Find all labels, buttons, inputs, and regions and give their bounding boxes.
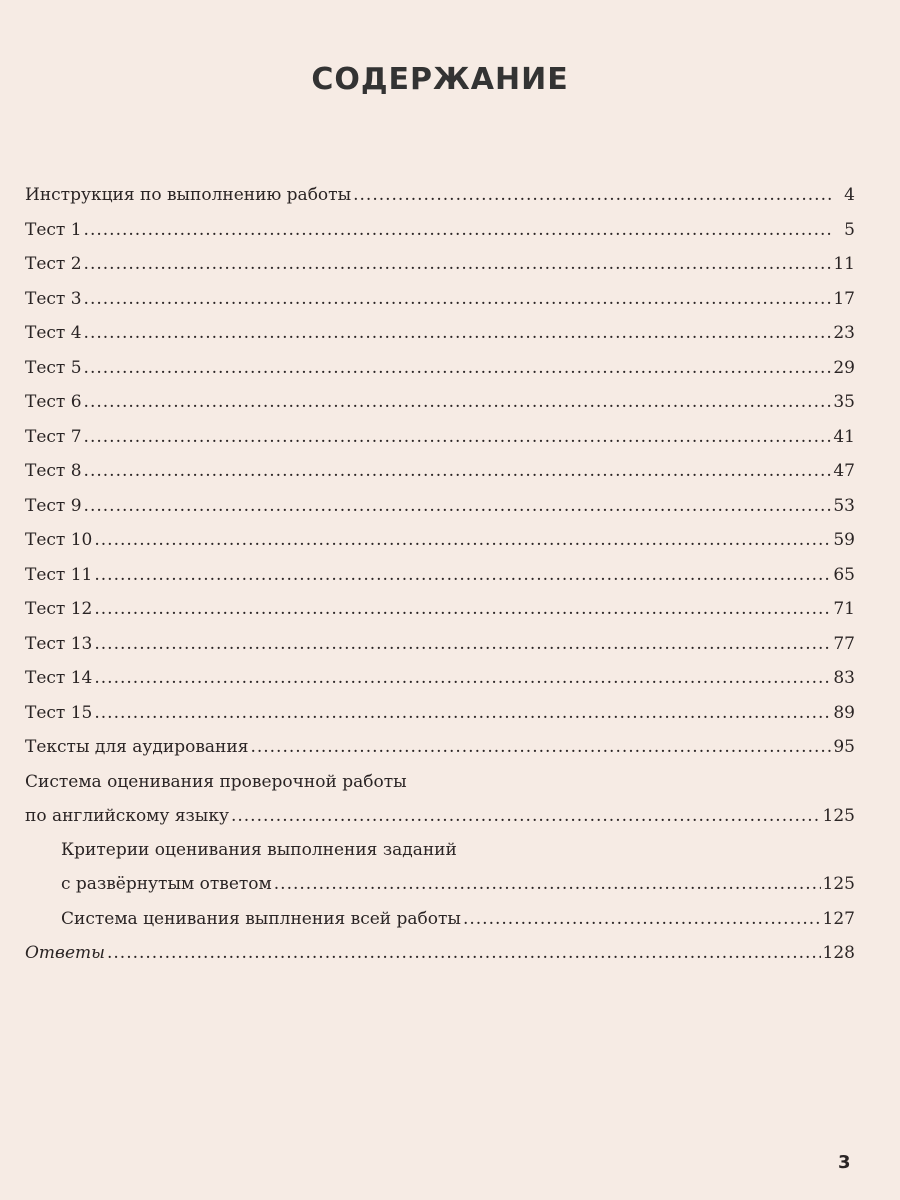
toc-entry[interactable] [25, 385, 855, 420]
toc-entry[interactable] [25, 316, 855, 351]
leader-dots [94, 661, 831, 696]
toc-entry-label: Тест 13 [25, 633, 93, 654]
toc-entry[interactable] [25, 523, 855, 558]
toc-entry-label: Тест 8 [25, 461, 82, 481]
leader-dots [94, 696, 831, 731]
toc-entry[interactable] [25, 351, 855, 386]
leader-dots [353, 178, 833, 213]
toc-entry-label: с развёрнутым ответом [61, 874, 272, 894]
toc-entry-page: 53 [833, 495, 855, 516]
toc-entry-page: 41 [833, 426, 855, 447]
toc-entry-label: Тест 11 [25, 564, 93, 585]
toc-entry-page: 71 [833, 599, 855, 619]
toc-entry-criteria-heading [25, 833, 855, 867]
toc-entry[interactable] [25, 489, 855, 524]
toc-entry[interactable] [25, 247, 855, 282]
toc-entry-criteria[interactable] [25, 867, 855, 902]
leader-dots [94, 523, 831, 558]
leader-dots [250, 730, 831, 765]
toc-entry-label: Тест 9 [25, 495, 82, 516]
toc-entry[interactable] [25, 696, 855, 731]
toc-entry-label: Тест 6 [25, 392, 82, 412]
toc-entry[interactable] [25, 178, 855, 213]
toc-entry-page: 47 [833, 461, 855, 481]
leader-dots [463, 902, 821, 937]
leader-dots [274, 867, 821, 902]
toc-entry-page: 83 [833, 668, 855, 688]
leader-dots [84, 351, 832, 386]
toc-entry[interactable] [25, 627, 855, 662]
leader-dots [231, 799, 821, 834]
toc-entry-label: Система оценивания проверочной работы [25, 771, 407, 792]
toc-entry-page: 77 [833, 633, 855, 654]
leader-dots [84, 247, 832, 282]
leader-dots [107, 936, 821, 971]
toc-entry-page: 29 [833, 357, 855, 378]
toc-entry-page: 5 [844, 219, 855, 240]
toc-entry-system-heading [25, 765, 855, 799]
toc-entry-label: Тест 1 [25, 219, 82, 240]
toc-entry-answers[interactable] [25, 936, 855, 971]
toc-entry-page: 128 [822, 943, 855, 963]
leader-dots [84, 213, 833, 248]
toc-entry-label: Инструкция по выполнению работы [25, 185, 352, 205]
toc-entry-page: 4 [844, 185, 855, 205]
toc-entry-page: 95 [833, 737, 855, 757]
leader-dots [84, 282, 832, 317]
leader-dots [84, 489, 832, 524]
leader-dots [94, 627, 831, 662]
leader-dots [84, 454, 832, 489]
toc-entry[interactable] [25, 730, 855, 765]
toc-entry-page: 35 [833, 392, 855, 412]
toc-entry-label: Система ценивания выплнения всей работы [61, 908, 461, 929]
leader-dots [84, 420, 832, 455]
toc-entry-label: Тест 15 [25, 702, 93, 723]
toc-entry-label: Тест 5 [25, 357, 82, 378]
toc-entry-label: Тест 7 [25, 426, 82, 447]
toc-entry-label: Тест 2 [25, 254, 82, 274]
toc-entry-label: Тест 10 [25, 530, 93, 550]
leader-dots [84, 385, 832, 420]
toc-entry-label: по английскому языку [25, 805, 229, 826]
toc-entry[interactable] [25, 282, 855, 317]
toc-entry-page: 89 [833, 702, 855, 723]
page-title: СОДЕРЖАНИЕ [311, 62, 569, 97]
toc-entry[interactable] [25, 661, 855, 696]
toc-entry-page: 127 [822, 908, 855, 929]
toc-entry-page: 11 [833, 254, 855, 274]
toc-entry-label: Тест 12 [25, 599, 93, 619]
toc-entry-page: 125 [822, 805, 855, 826]
toc-entry[interactable] [25, 454, 855, 489]
toc-entry-label: Критерии оценивания выполнения заданий [61, 840, 457, 860]
toc-entry[interactable] [25, 213, 855, 248]
page-number: 3 [838, 1152, 851, 1173]
toc-entry-page: 65 [833, 564, 855, 585]
toc-entry-page: 59 [833, 530, 855, 550]
leader-dots [84, 316, 832, 351]
leader-dots [94, 592, 831, 627]
toc-entry[interactable] [25, 420, 855, 455]
table-of-contents [25, 178, 855, 971]
toc-entry-page: 17 [833, 288, 855, 309]
toc-entry-label: Тест 14 [25, 668, 93, 688]
toc-entry-whole-system[interactable] [25, 902, 855, 937]
toc-entry-page: 125 [822, 874, 855, 894]
toc-entry-label: Тексты для аудирования [25, 737, 249, 757]
toc-entry-label: Тест 4 [25, 323, 82, 343]
toc-entry-label: Тест 3 [25, 288, 82, 309]
leader-dots [94, 558, 831, 593]
toc-entry-label: Ответы [25, 943, 105, 963]
toc-entry-system[interactable] [25, 799, 855, 834]
toc-entry-page: 23 [833, 323, 855, 343]
toc-entry[interactable] [25, 592, 855, 627]
toc-entry[interactable] [25, 558, 855, 593]
